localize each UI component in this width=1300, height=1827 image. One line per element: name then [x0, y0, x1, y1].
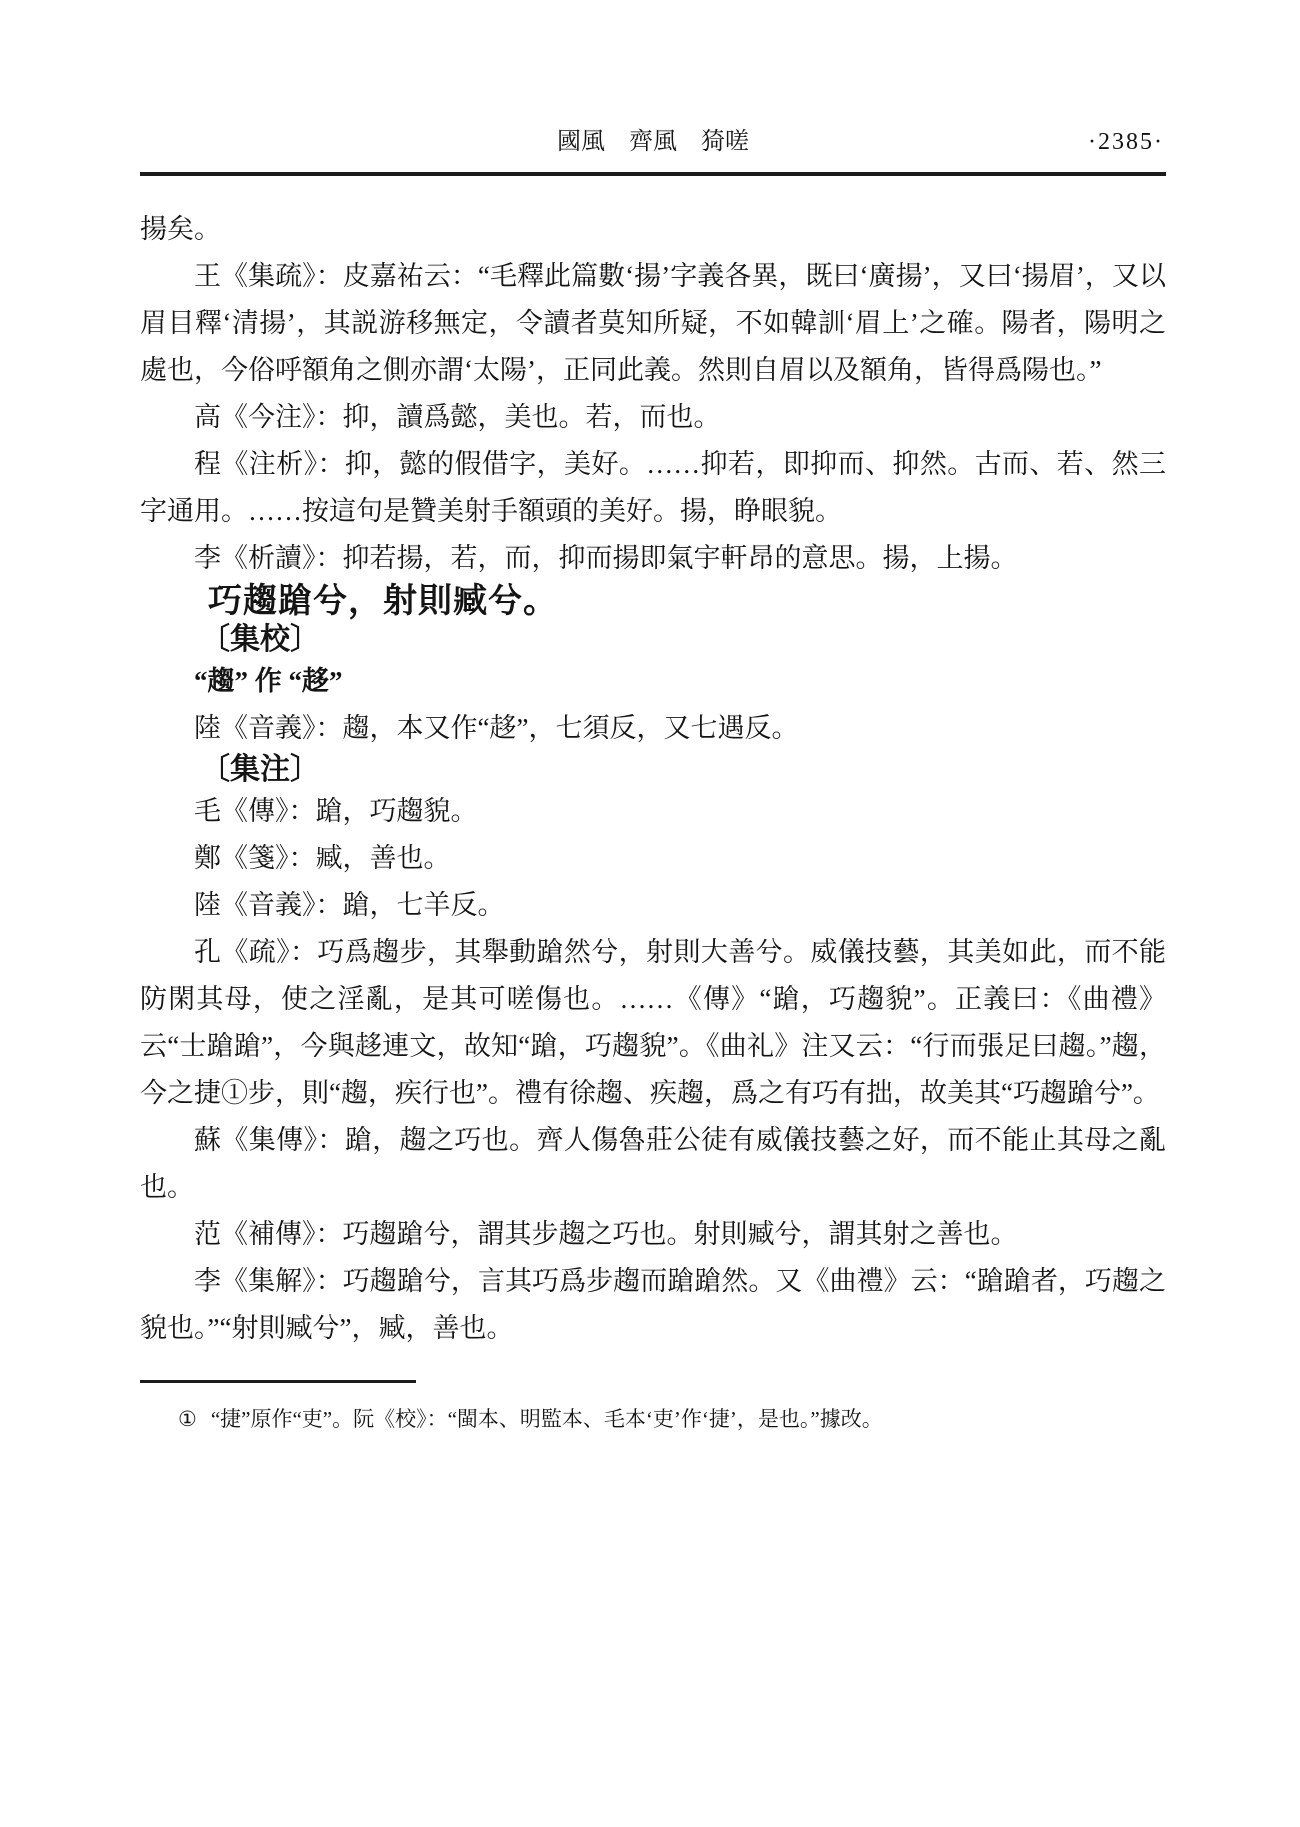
lu-yinyi-2-paragraph: 陸《音義》：蹌，七羊反。	[194, 890, 505, 920]
footnote-block	[140, 1380, 1166, 1435]
mao-zhuan-paragraph: 毛《傳》：蹌，巧趨貌。	[194, 796, 478, 826]
section-heading-jixiao: 〔集校〕	[200, 623, 320, 656]
collation-variant-line: “趨” 作 “趍”	[194, 666, 343, 696]
wang-jishu-paragraph: 王《集疏》：皮嘉祐云：“毛釋此篇數‘揚’字義各異，既曰‘廣揚’，又曰‘揚眉’，又以眉目釋‘清揚’，其説游移無定，令讀者莫知所疑，不如韓訓‘眉上’之確。陽者，陽明之處也，今俗呼額角之側亦謂‘太陽’，正同此義。然則自眉以及額角，皆得爲陽也。”	[140, 261, 1166, 385]
cheng-zhuxi-paragraph: 程《注析》：抑，懿的假借字，美好。……抑若，即抑而、抑然。古而、若、然三字通用。……按這句是贊美射手額頭的美好。揚，睁眼貌。	[140, 449, 1166, 526]
li-xidu-paragraph: 李《析讀》：抑若揚，若，而，抑而揚即氣宇軒昂的意思。揚，上揚。	[194, 543, 1018, 573]
continuation-paragraph: 揚矣。	[140, 214, 221, 244]
page-title: 國風 齊風 猗嗟	[557, 129, 749, 155]
section-heading-jizhu: 〔集注〕	[200, 753, 320, 786]
running-header	[140, 128, 1166, 172]
fan-buzhuan-paragraph: 范《補傳》：巧趨蹌兮，謂其步趨之巧也。射則臧兮，謂其射之善也。	[194, 1219, 1018, 1249]
lu-yinyi-paragraph: 陸《音義》：趨，本又作“趍”，七須反，又七遇反。	[194, 713, 799, 743]
verse-heading: 巧趨蹌兮，射則臧兮。	[208, 583, 558, 620]
body-text	[140, 206, 1166, 1352]
footnote	[140, 1403, 1166, 1435]
footnote-marker: ①	[178, 1407, 197, 1431]
header-rule	[140, 172, 1166, 176]
su-jizhuan-paragraph: 蘇《集傳》：蹌，趨之巧也。齊人傷魯莊公徒有威儀技藝之好，而不能止其母之亂也。	[140, 1125, 1166, 1202]
li-jijie-paragraph: 李《集解》：巧趨蹌兮，言其巧爲步趨而蹌蹌然。又《曲禮》云：“蹌蹌者，巧趨之貌也。”“射則臧兮”，臧，善也。	[140, 1266, 1166, 1343]
kong-shu-paragraph: 孔《疏》：巧爲趨步，其舉動蹌然兮，射則大善兮。威儀技藝，其美如此，而不能防閑其母，使之淫亂，是其可嗟傷也。……《傳》“蹌，巧趨貌”。正義曰：《曲禮》云“士蹌蹌”，今與趍連文，故知“蹌，巧趨貌”。《曲礼》注又云：“行而張足曰趨。”趨，今之捷①步，則“趨，疾行也”。禮有徐趨、疾趨，爲之有巧有拙，故美其“巧趨蹌兮”。	[140, 937, 1166, 1108]
page-number: ·2385·	[1088, 129, 1164, 155]
zheng-jian-paragraph: 鄭《箋》：臧，善也。	[194, 843, 451, 873]
footnote-text: “捷”原作“吏”。阮《校》：“閩本、明監本、毛本‘吏’作‘捷’，是也。”據改。	[210, 1407, 883, 1431]
footnote-rule	[140, 1380, 416, 1383]
page-content	[140, 128, 1166, 1435]
gao-jinzhu-paragraph: 高《今注》：抑，讀爲懿，美也。若，而也。	[194, 402, 721, 432]
